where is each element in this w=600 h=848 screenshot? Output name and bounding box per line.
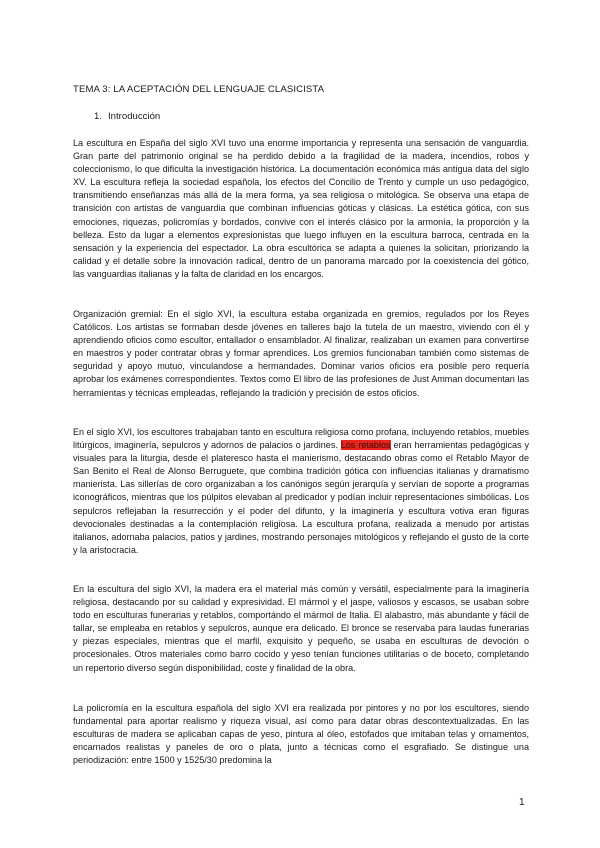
paragraph-policromia: La policromía en la escultura española del siglo XVI era realizada por pintores y no por los escultores, siendo fundamental para aportar realismo y riqueza visual, así como para datar obras descontextualizadas. En las esculturas de madera se aplicaban capas de yeso, pintura al óleo, estofados que imitaban telas y ornamentos, encarnados realistas y paneles de oro o plata, junto a técnicas como el esgrafiado. Se distingue una periodización: entre 1500 y 1525/30 predomina la (73, 703, 529, 766)
paragraph-text: En el siglo XVI, los escultores trabajaban tanto en escultura religiosa como profana, incluyendo retablos, muebles litúrgicos, imaginería, sepulcros y adornos de palacios o jardines. (73, 427, 529, 451)
page-number: 1 (519, 797, 525, 808)
paragraph-introduction: La escultura en España del siglo XVI tuvo una enorme importancia y representa una sensación de vanguardia. Gran parte del patrimonio original se ha perdido debido a la fragilidad de la madera, incendios, robos y coleccionismo, lo que dificulta la investigación histórica. La documentación económica más antigua data del siglo XV. La escultura refleja la sociedad española, los efectos del Concilio de Trento y cumple un uso pedagógico, transmitiendo enseñanzas más allá de la mera forma, ya sea religiosa o mitológica. Se observa una etapa de transición con artistas de vanguardia que combinan influencias góticas y clásicas. La estética gótica, con sus emociones, riquezas, policromías y bordados, convive con el interés clásico por la armonía, la proporción y la belleza. Esto da lugar a elementos expresionistas que luego influyen en la escultura barroca, centrada en la sensación y la experiencia del espectador. La obra escultórica se adapta a quienes la solicitan, priorizando la calidad y el detalle sobre la innovación radical, dentro de un panorama marcado por la coexistencia del gótico, las vanguardias italianas y la falta de claridad en los encargos. (73, 138, 529, 279)
paragraph-materiales: En la escultura del siglo XVI, la madera era el material más común y versátil, especialmente para la imaginería religiosa, destacando por su calidad y expresividad. El mármol y el jaspe, valiosos y escasos, se usaban sobre todo en esculturas funerarias y retablos, comportándo el mármol de Italia. El alabastro, más abundante y fácil de tallar, se empleaba en retablos y sepulcros, aunque era delicado. El bronce se reservaba para laudas funerarias y piezas especiales, mientras que el marfil, exquisito y pequeño, se usaba en esculturas de devoción o procesionales. Otros materiales como barro cocido y yeso tenían funciones utilitarias o de boceto, completando un repertorio diverso según disponibilidad, coste y finalidad de la obra. (73, 584, 529, 673)
paragraph-text: eran herramientas pedagógicas y visuales para la liturgia, desde el plateresco hasta el manierismo, destacando obras como el Retablo Mayor de San Benito el Real de Alonso Berruguete, que combina tradición gótica con influencias italianas y dramatismo manierista. Las sillerías de coro organizaban a los canónigos según jerarquía y servían de soporte a programas iconográficos, mientras que los púlpitos elevaban al predicador y podían incluir representaciones simbólicas. Los sepulcros reflejaban la resurrección y el poder del difunto, y la imaginería y escultura votiva eran figuras devocionales destinadas a la contemplación religiosa. La escultura profana, realizada a menudo por artistas italianos, adornaba palacios, patios y jardines, mostrando personajes mitológicos y reflejando el gusto de la corte y la aristocracia. (73, 440, 529, 555)
section-number: 1. (94, 111, 103, 122)
document-title: TEMA 3: LA ACEPTACIÓN DEL LENGUAJE CLASICISTA (73, 84, 325, 95)
section-label: Introducción (108, 111, 161, 122)
highlighted-text: Los retablos (340, 440, 391, 451)
section-heading (94, 111, 160, 122)
paragraph-tipologias (73, 426, 529, 557)
paragraph-organizacion-gremial: Organización gremial: En el siglo XVI, la escultura estaba organizada en gremios, regulados por los Reyes Católicos. Los artistas se formaban desde jóvenes en talleres bajo la tutela de un maestro, viviendo con él y aprendiendo oficios como escultor, entallador o ensamblador. Al finalizar, realizaban un examen para convertirse en maestros y poder contratar obras y formar aprendices. Los gremios funcionaban también como sistemas de seguridad y apoyo mutuo, vinculandose a hermandades. Dominar varios oficios era posible pero requería aprobar los exámenes correspondientes. Textos como El libro de las profesiones de Just Amman documentan las herramientas y técnicas empleadas, reflejando la tradición y precisión de estos oficios. (73, 309, 529, 398)
